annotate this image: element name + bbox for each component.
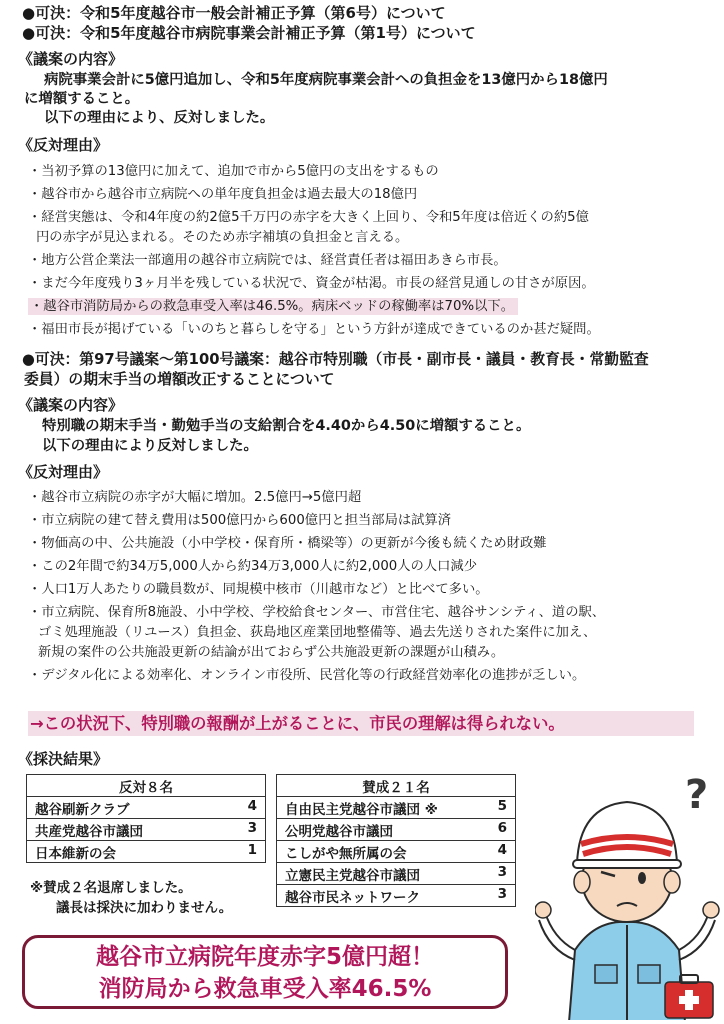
vote-note xyxy=(30,878,232,918)
content-text: 特別職の期末手当・勤勉手当の支給割合を4.40から4.50に増額すること。 xyxy=(42,418,531,434)
resolution-title-2: ●可決：令和5年度越谷市病院事業会計補正予算（第1号）について xyxy=(22,24,476,42)
party-count: 4 xyxy=(497,841,507,858)
content-text: 以下の理由により反対しました。 xyxy=(42,438,258,454)
for-table xyxy=(276,774,516,907)
reason-item: ・経営実態は、令和4年度の約2億5千万円の赤字を大きく上回り、令和5年度は倍近くの約5億 xyxy=(28,210,589,225)
party-name: 越谷市民ネットワーク xyxy=(285,889,420,906)
resolution-title-3: ●可決：第97号議案～第100号議案：越谷市特別職（市長・副市長・議員・教育長・常勤監査 xyxy=(22,351,649,368)
content-heading: 《議案の内容》 xyxy=(18,50,124,68)
reason-item: ・物価高の中、公共施設（小中学校・保育所・橋梁等）の更新が今後も続くため財政難 xyxy=(28,536,547,551)
table-row xyxy=(27,797,266,819)
highlight-text: ・越谷市消防局からの救急車受入率は46.5%。病床ベッドの稼働率は70%以下。 xyxy=(28,298,518,315)
party-name: 立憲民主党越谷市議団 xyxy=(285,867,420,884)
table-row xyxy=(27,841,266,863)
first-aid-kit-icon xyxy=(665,975,713,1018)
content-text: 病院事業会計に5億円追加し、令和5年度病院事業会計への負担金を13億円から18億円 xyxy=(44,72,608,88)
reason-item: ・この2年間で約34万5,000人から約34万3,000人に約2,000人の人口減少 xyxy=(28,559,478,574)
party-count: 3 xyxy=(497,885,507,902)
resolution-title-3-continuation: 委員）の期末手当の増額改正することについて xyxy=(24,371,335,388)
party-count: 3 xyxy=(497,863,507,880)
svg-text:?: ? xyxy=(685,772,709,818)
reason-item-highlighted xyxy=(28,297,518,317)
party-name: 越谷刷新クラブ xyxy=(35,801,130,818)
vote-note-line: ※賛成２名退席しました。 xyxy=(30,880,192,896)
worker-illustration xyxy=(535,760,720,1020)
party-count: 6 xyxy=(497,819,507,836)
table-row xyxy=(27,819,266,841)
vote-heading: 《採決結果》 xyxy=(18,750,109,768)
content-text: 以下の理由により、反対しました。 xyxy=(44,110,275,126)
party-name: 日本維新の会 xyxy=(35,845,116,862)
against-header: 反対８名 xyxy=(27,775,266,797)
party-name: 共産党越谷市議団 xyxy=(35,823,143,840)
reason-item: ・人口1万人あたりの職員数が、同規模中核市（川越市など）と比べて多い。 xyxy=(28,582,489,597)
resolution-title-1: ●可決：令和5年度越谷市一般会計補正予算（第6号）について xyxy=(22,4,446,22)
table-row xyxy=(277,863,516,885)
party-count: 4 xyxy=(247,797,257,814)
reason-item: ・越谷市から越谷市立病院への単年度負担金は過去最大の18億円 xyxy=(28,187,418,202)
party-count: 1 xyxy=(247,841,257,858)
table-row xyxy=(277,797,516,819)
table-row xyxy=(277,885,516,907)
content-heading: 《議案の内容》 xyxy=(18,396,124,414)
vote-note-line: 議長は採決に加わりません。 xyxy=(56,900,233,916)
reason-item: ・市立病院、保育所8施設、小中学校、学校給食センター、市営住宅、越谷サンシティ、道の駅、 xyxy=(28,605,606,620)
reason-item: ・市立病院の建て替え費用は500億円から600億円と担当部局は試算済 xyxy=(28,513,452,528)
question-mark-icon xyxy=(685,772,708,818)
reason-item: ・デジタル化による効率化、オンライン市役所、民営化等の行政経営効率化の進捗が乏しい。 xyxy=(28,668,586,683)
reason-item-continuation: 新規の案件の公共施設更新の結論が出ておらず公共施設更新の課題が山積み。 xyxy=(38,645,505,660)
party-name: こしがや無所属の会 xyxy=(285,845,407,862)
reason-item: ・越谷市立病院の赤字が大幅に増加。2.5億円→5億円超 xyxy=(28,490,362,505)
reason-item-continuation: 円の赤字が見込まれる。そのため赤字補填の負担金と言える。 xyxy=(36,230,409,245)
against-table xyxy=(26,774,266,863)
reason-item: ・福田市長が掲げている「いのちと暮らしを守る」という方針が達成できているのか甚だ疑問。 xyxy=(28,322,600,337)
party-name: 公明党越谷市議団 xyxy=(285,823,393,840)
party-count: 5 xyxy=(497,797,507,814)
banner-line: 越谷市立病院年度赤字5億円超！ xyxy=(95,944,434,970)
reason-item: ・当初予算の13億円に加えて、追加で市から5億円の支出をするもの xyxy=(28,164,439,179)
content-text: に増額すること。 xyxy=(24,91,140,107)
reason-item: ・地方公営企業法一部適用の越谷市立病院では、経営責任者は福田あきら市長。 xyxy=(28,253,507,268)
table-row xyxy=(277,819,516,841)
reason-heading: 《反対理由》 xyxy=(18,136,109,154)
table-row xyxy=(277,841,516,863)
summary-banner xyxy=(22,935,508,1009)
reason-item: ・まだ今年度残り3ヶ月半を残している状況で、資金が枯渇。市長の経営見通しの甘さが原因。 xyxy=(28,276,595,291)
conclusion-statement: →この状況下、特別職の報酬が上がることに、市民の理解は得られない。 xyxy=(28,711,694,736)
reason-item-continuation: ゴミ処理施設（リユース）負担金、荻島地区産業団地整備等、過去先送りされた案件に加え、 xyxy=(38,625,597,640)
party-count: 3 xyxy=(247,819,257,836)
banner-line: 消防局から救急車受入率46.5% xyxy=(98,976,432,1002)
reason-heading: 《反対理由》 xyxy=(18,463,109,481)
for-header: 賛成２１名 xyxy=(277,775,516,797)
party-name: 自由民主党越谷市議団 ※ xyxy=(285,801,438,818)
